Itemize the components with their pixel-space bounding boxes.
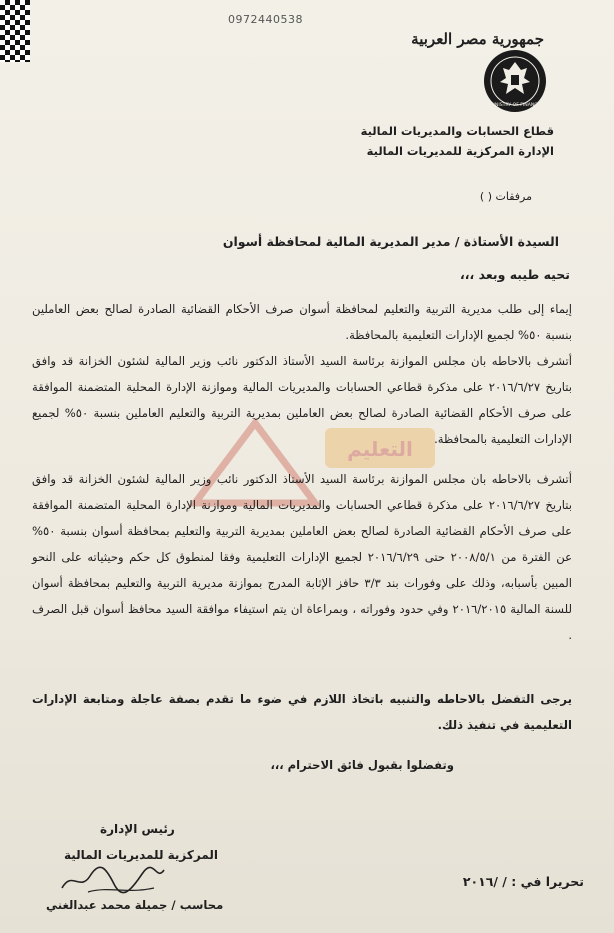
date-line: تحريرا في : / /٢٠١٦: [462, 874, 584, 889]
closing: وتفضلوا بقبول فائق الاحترام ،،،: [270, 758, 454, 772]
accountant-name: محاسب / جميلة محمد عبدالغني: [46, 898, 224, 912]
phone-number: 0972440538: [228, 13, 303, 26]
sector-name: قطاع الحسابات والمديريات المالية: [360, 124, 554, 138]
ministry-seal-icon: [482, 48, 548, 114]
paragraph-3: أتشرف بالاحاطه بان مجلس الموازنة برئاسة السيد الأستاذ الدكتور نائب وزير المالية لشئون الخزانة قد وافق بتاريخ ٢٠١٦/٦/٢٧ على مذكرة قطاعي الحسابات والمديريات المالية وموازنة الإدارة المحلية المتضمنة الموافقة على صرف الأحكام القضائية الصادرة لصالح بعض العاملين بمديرية التربية والتعليم بمحافظة أسوان بنسبة ٥٠% عن الفترة من ٢٠٠٨/٥/١ حتى ٢٠١٦/٦/٢٩ لجميع الإدارات التعليمية وفقا لمنطوق كل حكم وحيثياته على النحو المبين بأسبابه، وذلك على وفورات بند ٣/٣ حافز الإثابة المدرج بموازنة مديرية التربية والتعليم بمحافظة أسوان للسنة المالية ٢٠١٦/٢٠١٥ وفي حدود وفوراته ، وبمراعاة ان يتم استيفاء موافقة السيد محافظ أسوان قبل الصرف .: [32, 472, 572, 642]
attachments-label: مرفقات ( ): [479, 190, 532, 203]
svg-text:MINISTRY OF FINANCE: MINISTRY OF FINANCE: [489, 103, 541, 108]
admin-name: الإدارة المركزية للمديريات المالية: [366, 144, 554, 158]
paragraph-4: يرجى التفضل بالاحاطه والتنبيه باتخاذ اللازم في ضوء ما تقدم بصفة عاجلة ومتابعة الإدارات التعليمية في تنفيذ ذلك.: [32, 692, 572, 732]
signature-title-1: رئيس الإدارة: [100, 822, 175, 836]
paragraph-1: إيماء إلى طلب مديرية التربية والتعليم لمحافظة أسوان صرف الأحكام القضائية الصادرة لصالح بعض العاملين بنسبة ٥٠% لجميع الإدارات التعليمية بالمحافظة.: [32, 302, 572, 342]
signature-title-2: المركزية للمديريات المالية: [64, 848, 218, 862]
checker-pattern: [0, 0, 30, 62]
handwritten-signature: [58, 862, 168, 898]
svg-text:التعليم: التعليم: [347, 437, 413, 461]
paragraph-2: أتشرف بالاحاطه بان مجلس الموازنة برئاسة السيد الأستاذ الدكتور نائب وزير المالية لشئون الخزانة قد وافق بتاريخ ٢٠١٦/٦/٢٧ على مذكرة قطاعي الحسابات والمديريات المالية وموازنة الإدارة المحلية المتضمنة الموافقة على صرف الأحكام القضائية الصادرة لصالح بعض العاملين بمديرية التربية والتعليم العاملين بنسبة ٥٠% لجميع الإدارات التعليمية بالمحافظة.: [32, 354, 572, 446]
greeting: تحيه طيبه وبعد ،،،: [460, 267, 570, 282]
country-title: جمهورية مصر العربية: [411, 30, 544, 48]
addressee: السيدة الأستاذة / مدير المديرية المالية لمحافظة أسوان: [222, 234, 559, 249]
